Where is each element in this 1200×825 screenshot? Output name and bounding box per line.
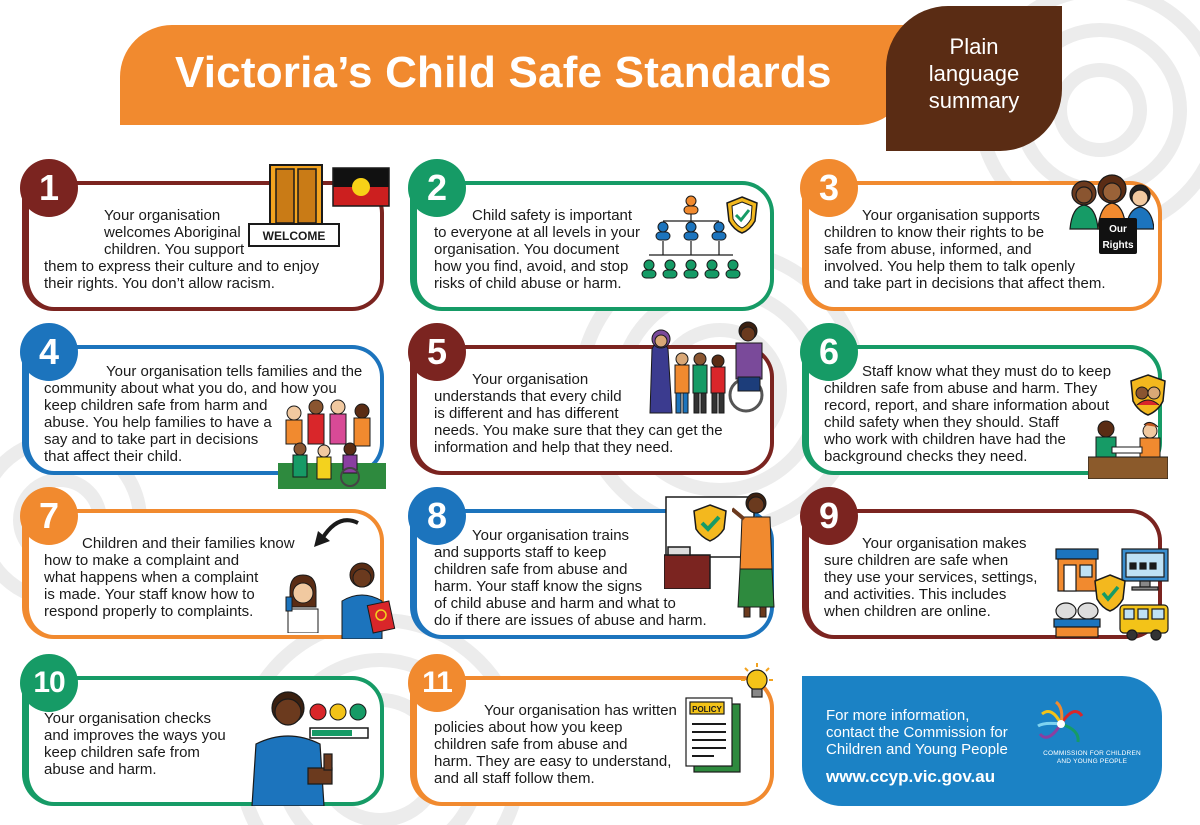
- book-line: Our: [1109, 224, 1127, 235]
- arrow-icon: [308, 515, 364, 555]
- welcome-sign-icon: [248, 223, 340, 247]
- standard-text: [44, 710, 226, 778]
- standard-card-10: [22, 666, 384, 806]
- text-line: Your organisation has written: [484, 702, 677, 719]
- text-line: Staff know what they must do to keep: [862, 363, 1112, 380]
- policy-label: POLICY: [692, 705, 722, 714]
- text-line: abuse and harm.: [44, 761, 157, 778]
- text-line: Child safety is important: [472, 207, 633, 224]
- text-line: of child abuse and harm and what to: [434, 595, 676, 612]
- badge-line: language: [928, 61, 1020, 86]
- trainer-icon: [732, 489, 776, 619]
- text-line: when children are online.: [824, 603, 991, 620]
- text-line: say and to take part in decisions: [44, 431, 259, 448]
- contact-line: Children and Young People: [826, 741, 1008, 758]
- standard-card-1: [22, 167, 384, 311]
- standard-number: 9: [800, 487, 858, 545]
- text-line: background checks they need.: [824, 448, 1028, 465]
- standard-card-8: [410, 495, 774, 639]
- text-line: Your organisation trains: [472, 527, 630, 544]
- logo-line: AND YOUNG PEOPLE: [1056, 758, 1128, 765]
- lightbulb-icon: [736, 662, 778, 704]
- text-line: respond properly to complaints.: [44, 603, 254, 620]
- standard-card-3: [802, 167, 1162, 311]
- standard-text: [434, 702, 677, 787]
- welcome-sign-text: WELCOME: [262, 229, 326, 243]
- text-line: keep children safe from harm and: [44, 397, 268, 414]
- standard-card-2: [410, 167, 774, 311]
- text-line: do if there are issues of abuse and harm.: [434, 612, 707, 629]
- rating-faces-icon: [308, 702, 370, 742]
- family-group-icon: [278, 397, 386, 489]
- logo-text: [1030, 750, 1154, 766]
- text-line: children to know their rights to be: [824, 224, 1045, 241]
- standard-text: [824, 363, 1111, 465]
- contact-line: For more information,: [826, 707, 970, 724]
- text-line: harm. Your staff know the signs: [434, 578, 643, 595]
- standard-text: [824, 207, 1106, 292]
- text-line: is made. Your staff know how to: [44, 586, 255, 603]
- child-phone-icon: [284, 573, 322, 633]
- text-line: them to express their culture and to enjoy: [44, 258, 320, 275]
- standard-card-4: [22, 331, 384, 475]
- contact-text: [826, 707, 1008, 758]
- ccyp-logo-icon: [1034, 700, 1088, 748]
- food-tray-icon: [1052, 599, 1102, 639]
- text-line: children safe from abuse and: [434, 736, 628, 753]
- text-line: and activities. This includes: [824, 586, 1007, 603]
- text-line: that affect their child.: [44, 448, 183, 465]
- standard-number: 5: [408, 323, 466, 381]
- text-line: Your organisation: [104, 207, 221, 224]
- bus-icon: [1118, 603, 1170, 643]
- text-line: their rights. You don’t allow racism.: [44, 275, 275, 292]
- standard-card-7: [22, 495, 384, 639]
- text-line: they use your services, settings,: [824, 569, 1038, 586]
- badge-line: Plain: [949, 34, 999, 59]
- standard-number: 11: [408, 654, 466, 712]
- text-line: to everyone at all levels in your: [434, 224, 640, 241]
- text-line: how to make a complaint and: [44, 552, 240, 569]
- aboriginal-flag-icon: [332, 167, 390, 207]
- standard-card-11: [410, 666, 774, 806]
- text-line: community about what you do, and how you: [44, 380, 337, 397]
- shield-check-icon: [724, 195, 760, 235]
- plain-language-badge: [886, 6, 1062, 151]
- book-line: Rights: [1102, 240, 1134, 251]
- text-line: Your organisation: [472, 371, 589, 388]
- standard-number: 1: [20, 159, 78, 217]
- contact-line: contact the Commission for: [826, 724, 1008, 741]
- text-line: and supports staff to keep: [434, 544, 607, 561]
- text-line: organisation. You document: [434, 241, 620, 258]
- standard-text: [44, 535, 295, 620]
- text-line: understands that every child: [434, 388, 622, 405]
- text-line: sure children are safe when: [824, 552, 1009, 569]
- text-line: keep children safe from: [44, 744, 200, 761]
- text-line: and take part in decisions that affect them.: [824, 275, 1106, 292]
- text-line: is different and has different: [434, 405, 619, 422]
- text-line: involved. You help them to talk openly: [824, 258, 1076, 275]
- text-line: children. You support: [104, 241, 245, 258]
- contact-info-box: [802, 676, 1162, 806]
- standard-text: [434, 207, 640, 292]
- policy-document-icon: [684, 696, 744, 774]
- logo-line: COMMISSION FOR CHILDREN: [1043, 750, 1141, 757]
- shield-people-icon: [1128, 373, 1168, 417]
- text-line: children safe from abuse and harm. They: [824, 380, 1098, 397]
- text-line: what happens when a complaint: [44, 569, 259, 586]
- standard-card-9: [802, 495, 1162, 639]
- standard-number: 8: [408, 487, 466, 545]
- text-line: children safe from abuse and: [434, 561, 628, 578]
- text-line: Children and their families know: [82, 535, 295, 552]
- text-line: Your organisation supports: [862, 207, 1040, 224]
- text-line: how you find, avoid, and stop: [434, 258, 629, 275]
- text-line: needs. You make sure that they can get the: [434, 422, 723, 439]
- text-line: record, report, and share information about: [824, 397, 1110, 414]
- text-line: Your organisation checks: [44, 710, 212, 727]
- standard-number: 3: [800, 159, 858, 217]
- standard-number: 4: [20, 323, 78, 381]
- standard-card-5: [410, 331, 774, 475]
- standard-text: [824, 535, 1037, 620]
- text-line: Your organisation makes: [862, 535, 1027, 552]
- standard-number: 7: [20, 487, 78, 545]
- text-line: information and help that they need.: [434, 439, 674, 456]
- text-line: risks of child abuse or harm.: [434, 275, 622, 292]
- standard-card-6: [802, 331, 1162, 475]
- staff-meeting-icon: [1088, 419, 1168, 479]
- text-line: safe from abuse, informed, and: [824, 241, 1032, 258]
- website-link[interactable]: www.ccyp.vic.gov.au: [826, 767, 996, 786]
- text-line: Your organisation tells families and the: [106, 363, 363, 380]
- standard-number: 2: [408, 159, 466, 217]
- text-line: who work with children have had the: [824, 431, 1066, 448]
- text-line: child safety when they should. Staff: [824, 414, 1059, 431]
- text-line: abuse. You help families to have a: [44, 414, 272, 431]
- rights-book-icon: [1098, 217, 1138, 255]
- text-line: welcomes Aboriginal: [104, 224, 241, 241]
- door-icon: [268, 163, 324, 227]
- standard-number: 10: [20, 654, 78, 712]
- badge-line: summary: [928, 88, 1020, 113]
- adult-phone-icon: [340, 559, 396, 639]
- text-line: and improves the ways you: [44, 727, 226, 744]
- text-line: and all staff follow them.: [434, 770, 595, 787]
- text-line: harm. They are easy to understand,: [434, 753, 672, 770]
- standard-number: 6: [800, 323, 858, 381]
- diverse-people-icon: [646, 319, 770, 417]
- text-line: policies about how you keep: [434, 719, 623, 736]
- page-title: Victoria’s Child Safe Standards: [175, 48, 832, 97]
